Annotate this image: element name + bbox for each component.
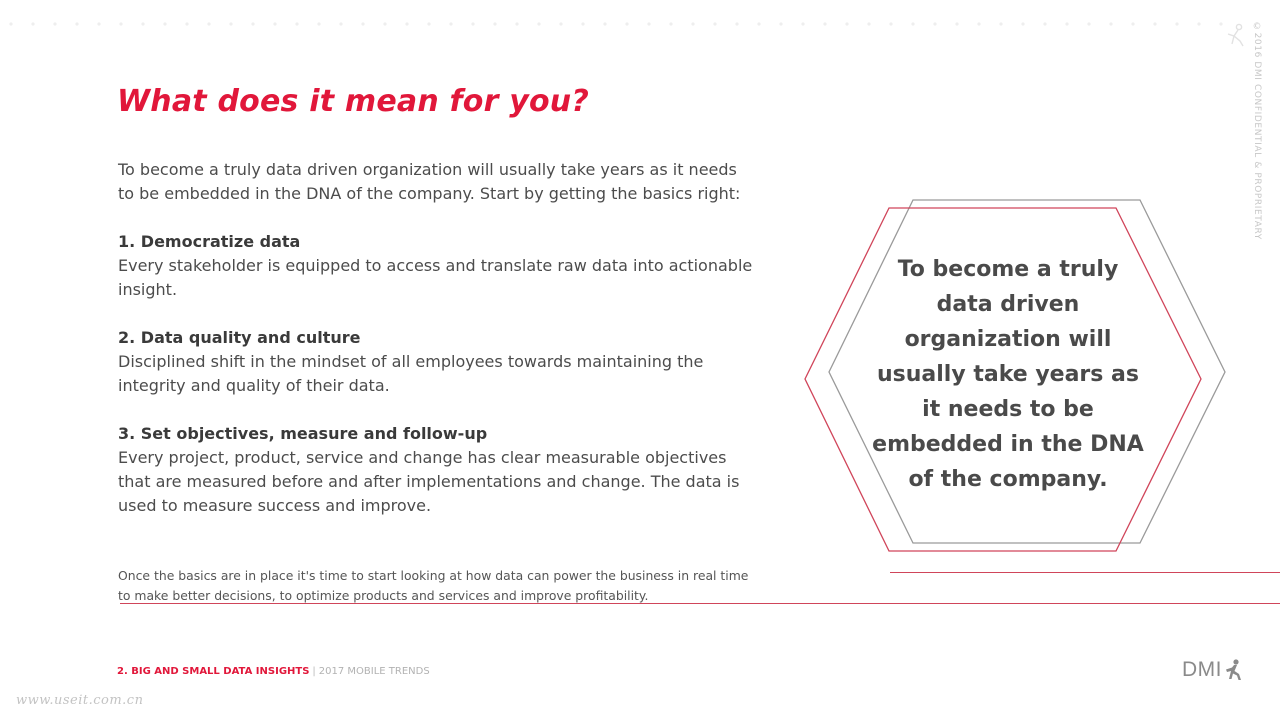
list-item-democratize [118, 230, 758, 302]
list-item-text: Every stakeholder is equipped to access and translate raw data into actionable insight. [118, 256, 753, 299]
logo-text: DMI [1182, 658, 1222, 681]
hexagon-quote: To become a truly data driven organization will usually take years as it needs to be embedded in the DNA of the company. [872, 257, 1144, 492]
list-item-text: Disciplined shift in the mindset of all employees towards maintaining the integrity and quality of their data. [118, 352, 704, 395]
list-item-text: Every project, product, service and change has clear measurable objectives that are measured before and after implementations and change. The data is used to measure success and improve. [118, 448, 740, 515]
dmi-figure-icon [1222, 658, 1244, 682]
watermark-text: www.useit.com.cn [16, 693, 144, 708]
footer-subtitle: 2017 MOBILE TRENDS [318, 666, 430, 677]
list-item-data-quality [118, 326, 758, 398]
footer-section: 2. BIG AND SMALL DATA INSIGHTS [117, 666, 310, 677]
divider-line-lower [120, 603, 1280, 604]
dmi-logo [1182, 657, 1244, 683]
list-item-title: 2. Data quality and culture [118, 328, 361, 347]
intro-paragraph: To become a truly data driven organization will usually take years as it needs to be embedded in the DNA of the company. Start by getting the basics right: [118, 160, 741, 203]
top-dotted-border [0, 22, 1240, 26]
confidential-notice: ©2016 DMI CONFIDENTIAL & PROPRIETARY [1252, 22, 1262, 240]
slide-footer [117, 666, 430, 677]
list-item-title: 3. Set objectives, measure and follow-up [118, 424, 488, 443]
slide-title: What does it mean for you? [117, 84, 589, 119]
outro-paragraph: Once the basics are in place it's time to start looking at how data can power the business in real time to make better decisions, to optimize products and services and improve profitability. [118, 568, 749, 603]
list-item-objectives [118, 422, 758, 518]
corner-figure-icon [1222, 22, 1248, 48]
slide-body [118, 158, 758, 542]
divider-line-upper [890, 572, 1280, 573]
footer-separator: | [312, 666, 316, 677]
list-item-title: 1. Democratize data [118, 232, 301, 251]
